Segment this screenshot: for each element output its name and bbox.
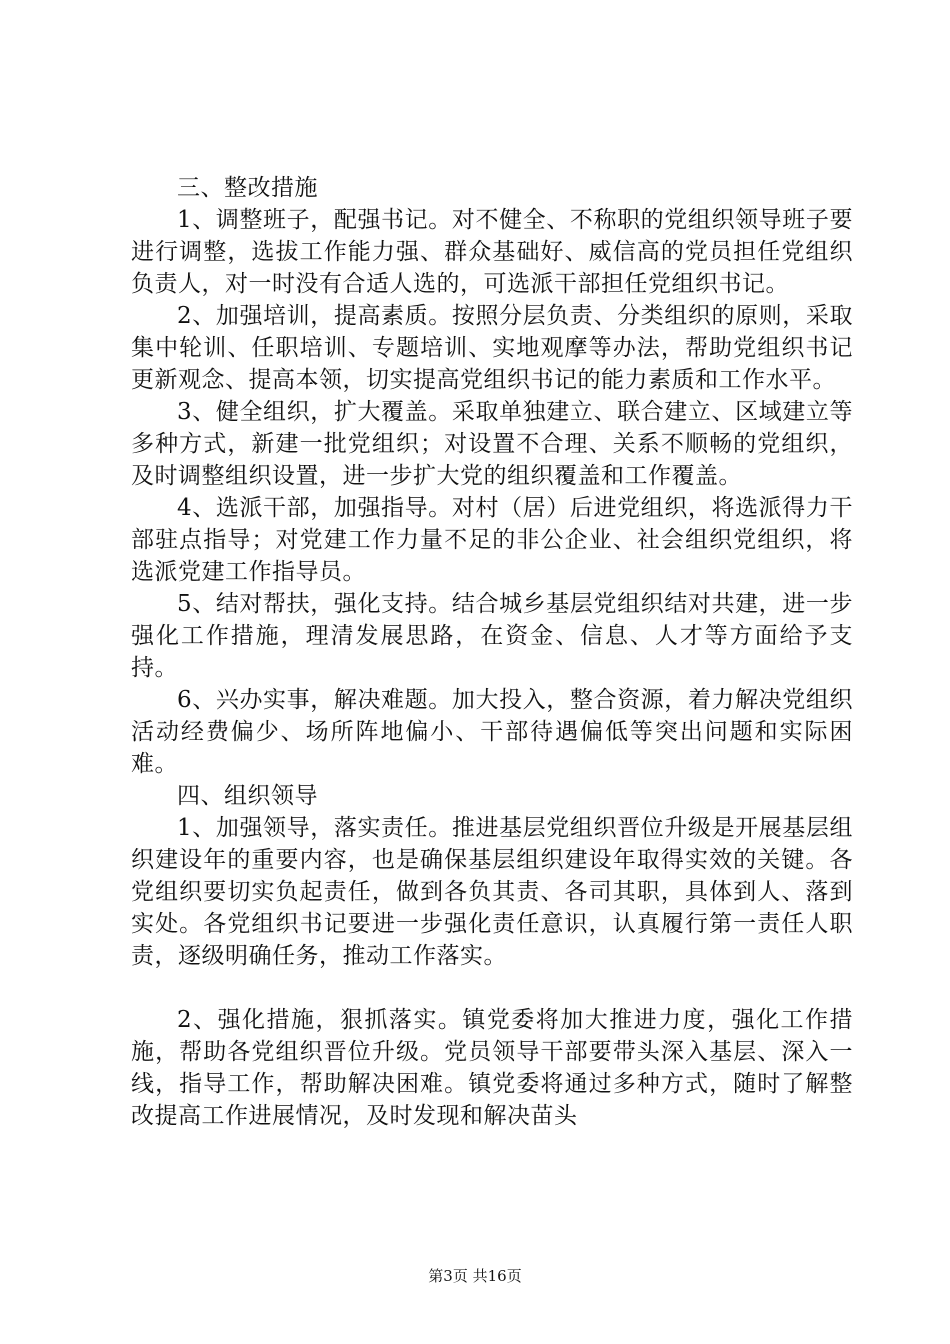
paragraph-practical-matters: 6、兴办实事，解决难题。加大投入，整合资源，着力解决党组织活动经费偏少、场所阵地偏小、干部待遇偏低等突出问题和实际困难。 (131, 687, 853, 777)
paragraph-adjust-leadership: 1、调整班子，配强书记。对不健全、不称职的党组织领导班子要进行调整，选拔工作能力强、群众基础好、威信高的党员担任党组织负责人，对一时没有合适人选的，可选派干部担任党组织书记。 (131, 207, 853, 297)
document-body (131, 172, 853, 1132)
paragraph-organization-coverage: 3、健全组织，扩大覆盖。采取单独建立、联合建立、区域建立等多种方式，新建一批党组织；对设置不合理、关系不顺畅的党组织，及时调整组织设置，进一步扩大党的组织覆盖和工作覆盖。 (131, 399, 853, 489)
paragraph-paired-assistance: 5、结对帮扶，强化支持。结合城乡基层党组织结对共建，进一步强化工作措施，理清发展思路，在资金、信息、人才等方面给予支持。 (131, 591, 853, 681)
paragraph-dispatch-cadres: 4、选派干部，加强指导。对村（居）后进党组织，将选派得力干部驻点指导；对党建工作力量不足的非公企业、社会组织党组织，将选派党建工作指导员。 (131, 495, 853, 585)
section-heading-rectification: 三、整改措施 (177, 175, 318, 201)
paragraph-strengthen-leadership: 1、加强领导，落实责任。推进基层党组织晋位升级是开展基层组织建设年的重要内容，也是确保基层组织建设年取得实效的关键。各党组织要切实负起责任，做到各负其责、各司其职，具体到人、落到实处。各党组织书记要进一步强化责任意识，认真履行第一责任人职责，逐级明确任务，推动工作落实。 (131, 815, 853, 969)
section-heading-leadership: 四、组织领导 (177, 783, 318, 809)
paragraph-strengthen-measures: 2、强化措施，狠抓落实。镇党委将加大推进力度，强化工作措施，帮助各党组织晋位升级。党员领导干部要带头深入基层、深入一线，指导工作，帮助解决困难。镇党委将通过多种方式，随时了解整改提高工作进展情况，及时发现和解决苗头 (131, 1007, 853, 1129)
page-footer: 第3页 共16页 (428, 1267, 522, 1285)
paragraph-training: 2、加强培训，提高素质。按照分层负责、分类组织的原则，采取集中轮训、任职培训、专题培训、实地观摩等办法，帮助党组织书记更新观念、提高本领，切实提高党组织书记的能力素质和工作水平。 (131, 303, 853, 393)
